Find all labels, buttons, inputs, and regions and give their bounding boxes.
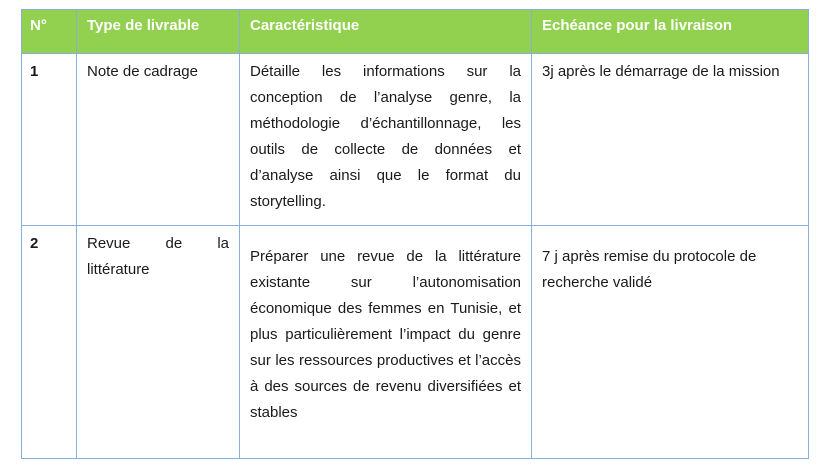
row-number: 1 [22,54,77,226]
header-type: Type de livrable [77,10,240,54]
row-type: Revue de la littérature [77,226,240,459]
row-deadline: 7 j après remise du protocole de recherche validé [532,226,809,459]
row-characteristic: Détaille les informations sur la conception de l’analyse genre, la méthodologie d’échantillonnage, les outils de collecte de données et d’analyse ainsi que le format du storytelling. [240,54,532,226]
table-header [22,10,809,54]
row-number: 2 [22,226,77,459]
row-deadline: 3j après le démarrage de la mission [532,54,809,226]
row-type: Note de cadrage [77,54,240,226]
header-number: N° [22,10,77,54]
table-body [22,54,809,459]
deliverables-table [21,9,809,459]
table-row [22,54,809,226]
header-row [22,10,809,54]
header-deadline: Echéance pour la livraison [532,10,809,54]
row-characteristic: Préparer une revue de la littérature existante sur l’autonomisation économique des femmes en Tunisie, et plus particulièrement l’impact du genre sur les ressources productives et l’accès à des sources de revenu diversifiées et stables [240,226,532,459]
header-characteristic: Caractéristique [240,10,532,54]
table-row [22,226,809,459]
